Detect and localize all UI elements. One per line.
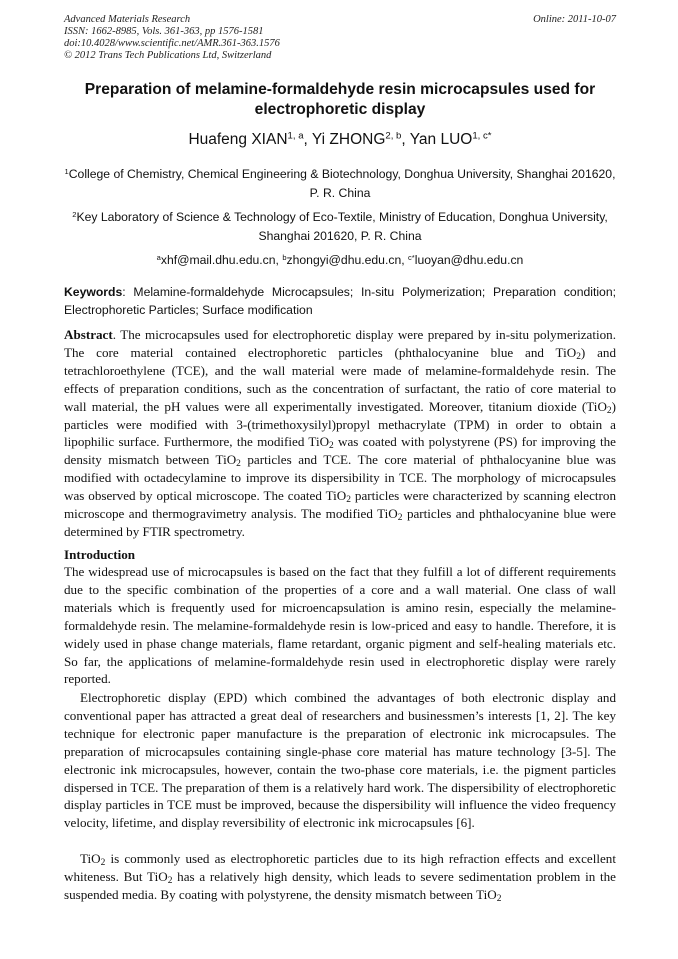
subscript: 2 — [100, 857, 106, 868]
subscript: 2 — [576, 351, 581, 362]
subscript: 2 — [167, 875, 173, 886]
subscript: 2 — [397, 512, 403, 523]
email-superscript: a — [156, 252, 161, 262]
abstract-text: particles and TCE. The core material of phthalocyanine blue was modified with octadecylamine to improve its dispersibility in TCE. The morphology of microcapsules was observed by optical microscope. The coated TiO — [64, 452, 616, 504]
keywords-text: Melamine-formaldehyde Microcapsules; In-situ Polymerization; Preparation condition; Electrophoretic Particles; Surface modification — [64, 285, 616, 317]
online-date: Online: 2011-10-07 — [533, 14, 616, 25]
email-link[interactable]: luoyan@dhu.edu.cn — [414, 253, 524, 267]
copyright-line: © 2012 Trans Tech Publications Ltd, Switzerland — [64, 50, 272, 61]
issn-line: ISSN: 1662-8985, Vols. 361-363, pp 1576-1581 — [64, 26, 264, 37]
abstract-text: particles and phthalocyanine blue were determined by FTIR spectrometry. — [64, 506, 616, 539]
abstract-text: ) and tetrachloroethylene (TCE), and the wall material were made of melamine-formaldehyde resin. The effects of preparation conditions, such as the concentration of surfactant, the ratio of core material to wall material, the pH values were all experimentally investigated. Moreover, titanium dioxide (TiO — [64, 344, 616, 414]
intro-paragraph-2: Electrophoretic display (EPD) which combined the advantages of both electronic display and conventional paper has attracted a great deal of researchers and businessmen’s interests [1, 2]. The key technique for electronic paper manufacture is the preparation of electronic ink microcapsules. The preparation of microcapsules containing single-phase core material has mature technology [3-5]. The electronic ink microcapsules, however, contain the two-phase core materials, i.e. the pigment particles dispersed in TCE. The preparation of them is a relatively hard work. The dispersibility of electrophoretic display particles in TCE must be improved, because the dispersibility will influence the video frequency velocity, lifetime, and display reversibility of electronic ink microcapsules [6]. — [64, 690, 616, 831]
paper-title: Preparation of melamine-formaldehyde resin microcapsules used for electrophoretic display — [84, 81, 596, 118]
intro-paragraph-1: The widespread use of microcapsules is based on the fact that they fulfill a lot of different requirements due to the specific combination of the properties of a core and a wall material. One class of wall materials which is frequently used for microencapsulation is amino resin, especially the melamine-formaldehyde resin. The melamine-formaldehyde resin is low-priced and easy to handle. Therefore, it is widely used in phase change materials, flame retardant, organic pigment and self-healing materials etc. So far, the applications of melamine-formaldehyde resin used in electrophoretic display were rarely reported. — [64, 564, 616, 687]
subscript: 2 — [329, 441, 334, 452]
subscript: 2 — [606, 405, 612, 416]
subscript: 2 — [236, 459, 241, 470]
abstract-text: was coated with polystyrene (PS) for improving the density mismatch between TiO — [64, 434, 616, 468]
email-link[interactable]: zhongyi@dhu.edu.cn — [286, 253, 402, 267]
affiliation-text: College of Chemistry, Chemical Engineering & Biotechnology, Donghua University, Shanghai 201620, P. R. China — [68, 167, 616, 200]
journal-header — [64, 14, 616, 62]
paragraph-text: has a relatively high density, which leads to severe sedimentation problem in the suspended media. By coating with polystyrene, the density mismatch between TiO — [64, 868, 616, 902]
author-name: Huafeng XIAN — [188, 131, 288, 148]
email-link[interactable]: xhf@mail.dhu.edu.cn — [160, 253, 276, 267]
paragraph-text: is commonly used as electrophoretic particles due to its high refraction effects and excellent whiteness. But TiO — [64, 851, 616, 884]
abstract-text: ) particles were modified with 3-(trimethoxysilyl)propyl methacrylate (TPM) in order to obtain a lipophilic surface. Furthermore, the modified TiO — [64, 398, 616, 450]
paragraph-text: TiO — [80, 851, 101, 866]
author-superscript: 2, b — [385, 130, 402, 142]
journal-name: Advanced Materials Research — [64, 14, 191, 25]
intro-paragraph-3 — [64, 850, 616, 904]
author-name: Yi ZHONG — [311, 131, 386, 148]
affiliation-text: Key Laboratory of Science & Technology of Eco-Textile, Ministry of Education, Donghua University, Shanghai 201620, P. R. China — [76, 210, 608, 243]
author-list: Huafeng XIAN$^{1, a}$, Yi ZHONG$^{2, b}$, Yan $LUO^{1, c*}$ — [188, 130, 492, 148]
affiliation-2 — [64, 208, 616, 246]
email-list: $^a$xhf@mail.dhu.edu.cn, $^b$zhongyi@dhu.edu.cn, $^{c*}$luoyan@dhu.edu.cn — [156, 252, 524, 267]
subscript: 2 — [346, 495, 351, 506]
affiliation-superscript: 2 — [72, 209, 77, 219]
subscript: 2 — [496, 893, 502, 904]
author-superscript: 1, a — [287, 130, 304, 142]
author-name: Yan LUO — [409, 131, 473, 148]
abstract-label: Abstract — [64, 327, 113, 342]
introduction-heading: Introduction — [64, 547, 136, 562]
author-superscript: 1, c* — [472, 130, 492, 142]
doi-line: doi:10.4028/www.scientific.net/AMR.361-363.1576 — [64, 38, 280, 49]
affiliation-superscript: 1 — [64, 166, 69, 176]
abstract-text: . The microcapsules used for electrophoretic display were prepared by in-situ polymerization. The core material contained electrophoretic particles (phthalocyanine blue and TiO — [64, 327, 616, 360]
affiliation-1 — [64, 165, 616, 203]
abstract-paragraph — [64, 326, 616, 541]
keywords-label: Keywords — [64, 285, 123, 299]
email-superscript: c* — [408, 252, 415, 262]
abstract-text: particles were characterized by scanning electron microscope and thermogravimetry analysis. The modified TiO — [64, 488, 616, 522]
keywords-block: Keywords: Melamine-formaldehyde Microcapsules; In-situ Polymerization; Preparation condition; Electrophoretic Particles; Surface modification — [64, 285, 616, 317]
email-superscript: b — [282, 252, 287, 262]
